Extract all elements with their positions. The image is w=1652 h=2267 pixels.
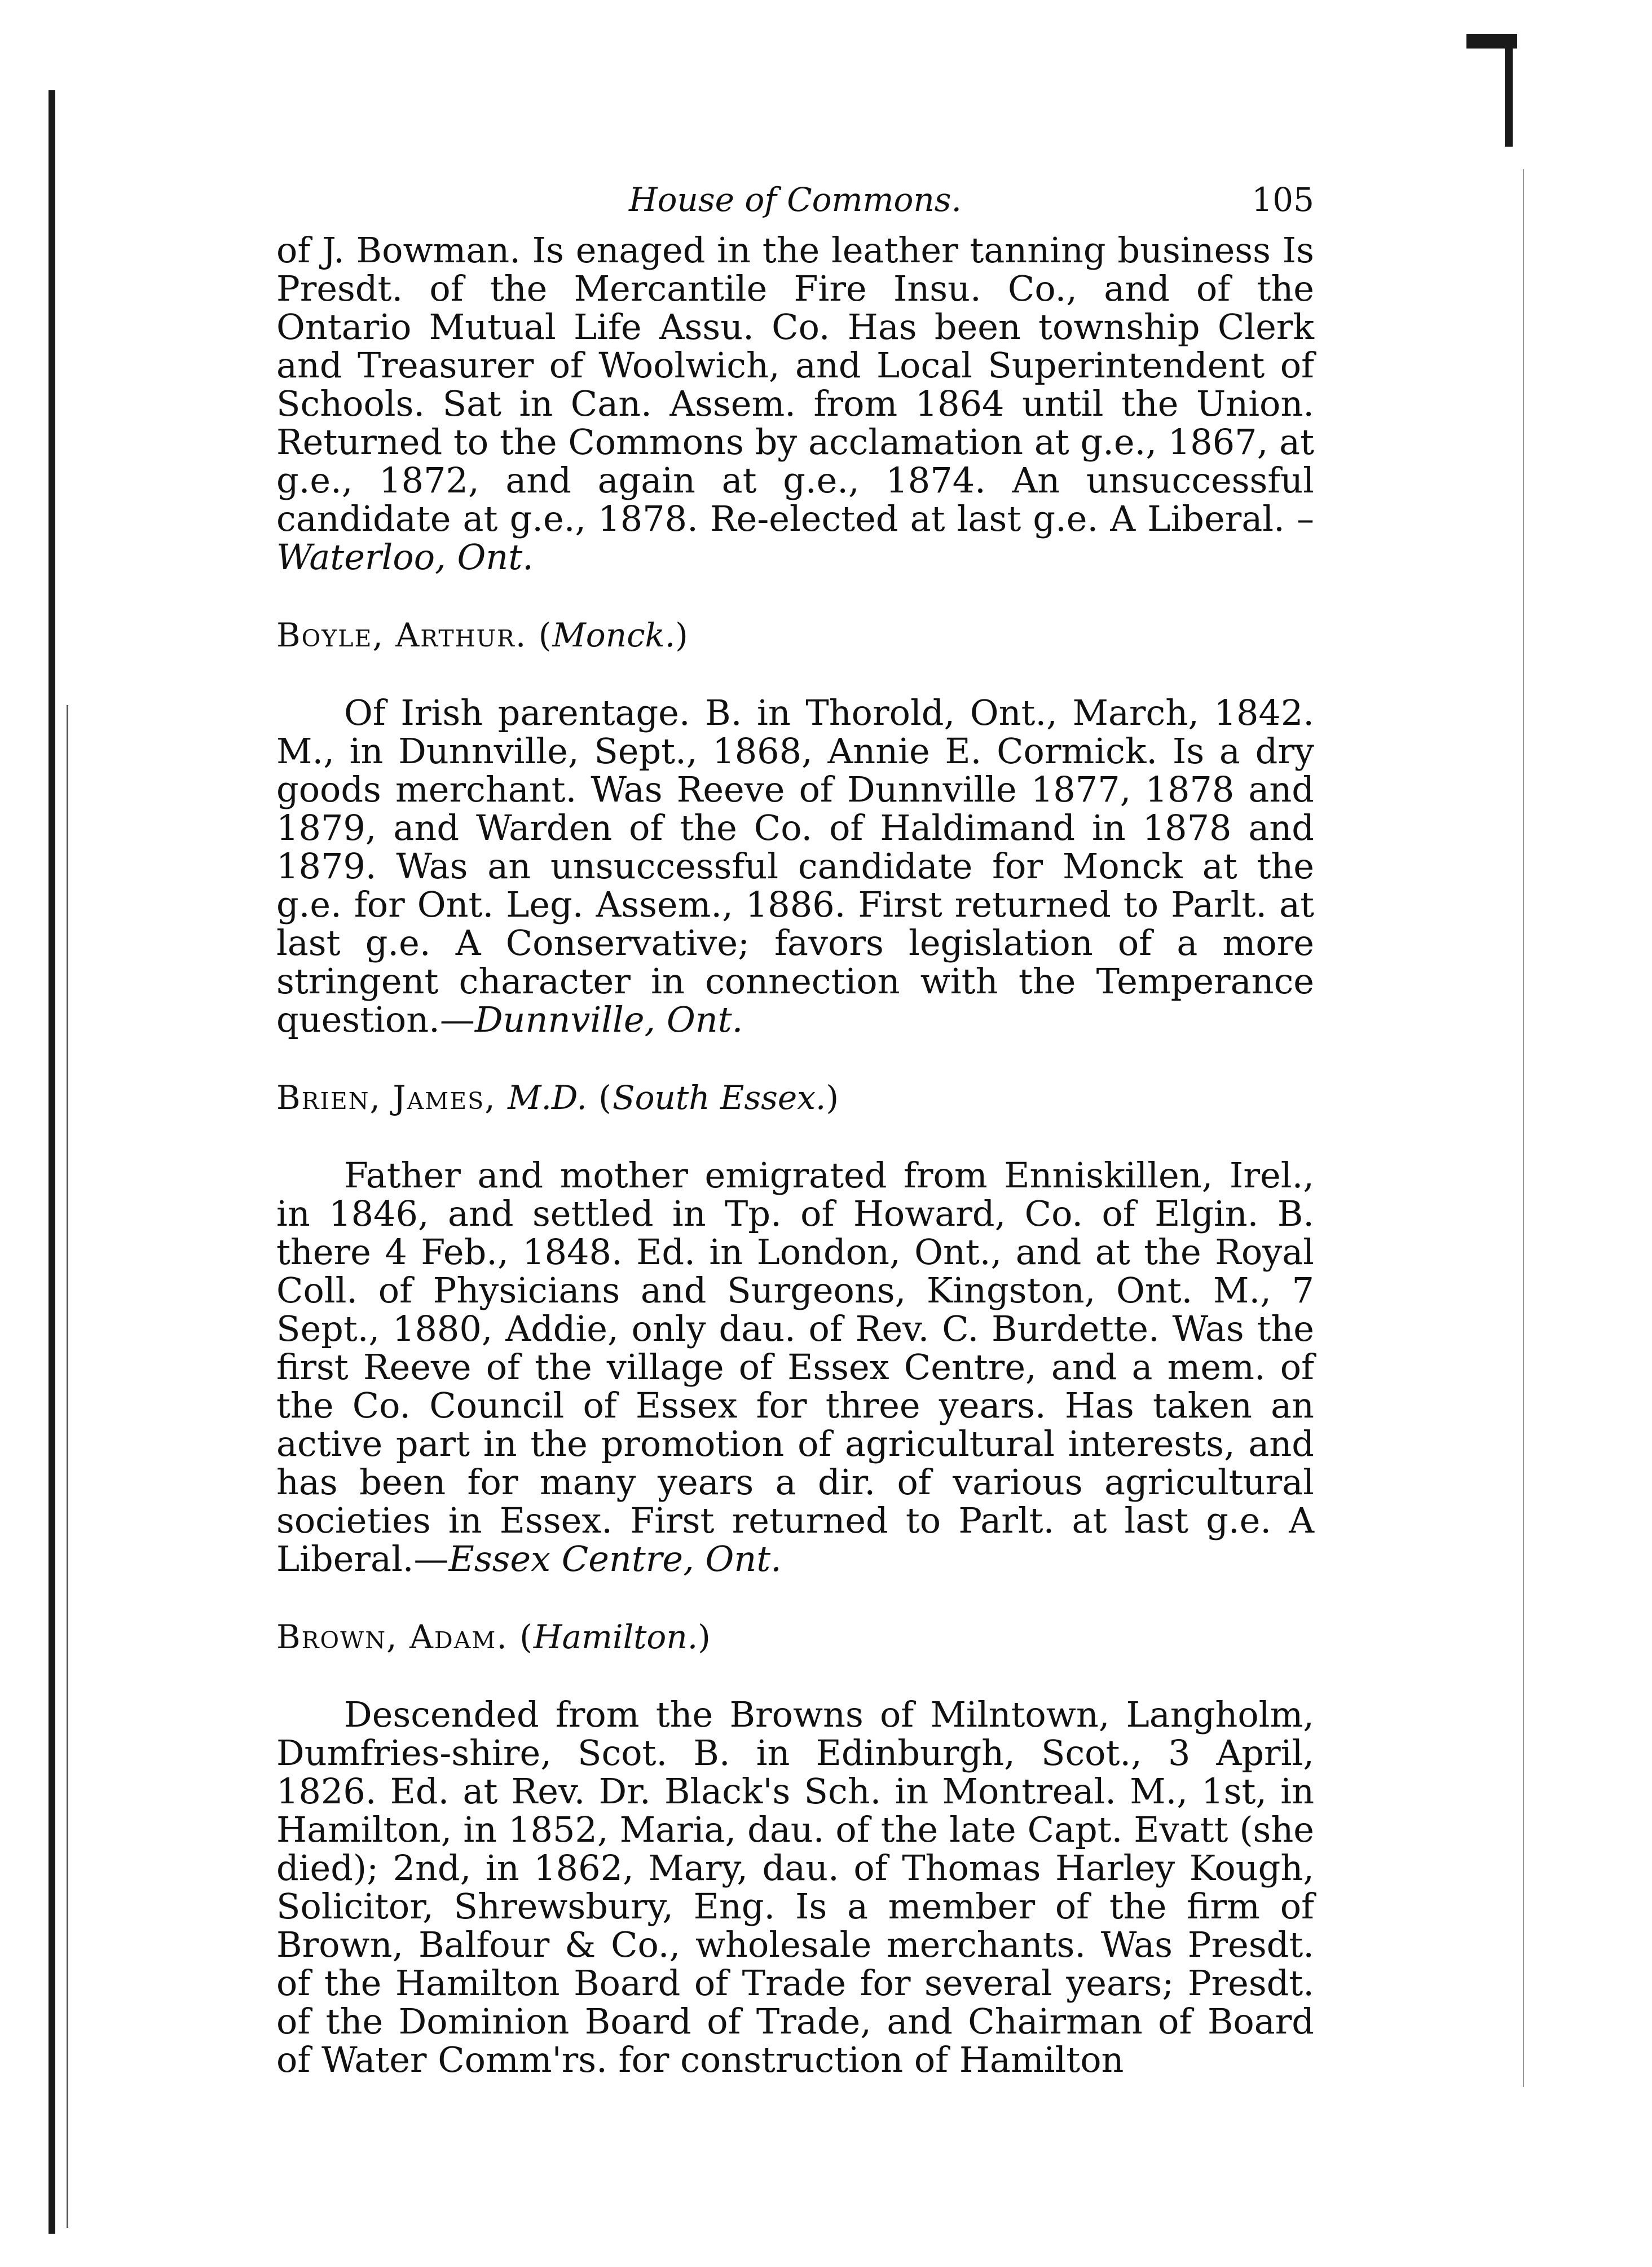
paren-open: ( [598, 1079, 613, 1117]
scan-margin-rule [49, 90, 55, 2234]
running-head [276, 181, 1314, 231]
member-name: Brown, Adam. [276, 1618, 508, 1656]
residence-location: Dunnville, Ont. [474, 999, 743, 1040]
paren-close: ) [698, 1618, 712, 1656]
entry-biography [276, 1156, 1314, 1578]
book-page [276, 181, 1314, 2079]
biography-text: Descended from the Browns of Milntown, Langholm, Dumfries-shire, Scot. B. in Edinburgh, Scot., 3 April, 1826. Ed. at Rev. Dr. Black's Sch. in Montreal. M., 1st, in Hamilton, in 1852, Maria, dau. of the late Capt. Evatt (she died); 2nd, in 1862, Mary, dau. of Thomas Harley Kough, Solicitor, Shrewsbury, Eng. Is a member of the firm of Brown, Balfour & Co., wholesale merchants. Was Presdt. of the Hamilton Board of Trade for several years; Presdt. of the Dominion Board of Trade, and Chairman of Board of Water Comm'rs. for construction of Hamilton [276, 1694, 1314, 2080]
continuation-text: of J. Bowman. Is enaged in the leather tanning business Is Presdt. of the Mercantile Fire Insu. Co., and of the Ontario Mutual Life Assu. Co. Has been township Clerk and Treasurer of Woolwich, and Local Superintendent of Schools. Sat in Can. Assem. from 1864 until the Union. Returned to the Commons by acclamation at g.e., 1867, at g.e., 1872, and again at g.e., 1874. An unsuccessful candidate at g.e., 1878. Re-elected at last g.e. A Liberal. – [276, 230, 1314, 539]
paren-close: ) [826, 1079, 840, 1117]
constituency: South Essex. [612, 1079, 826, 1117]
entry-heading [276, 1618, 1314, 1656]
scan-right-rule-thin [1523, 169, 1524, 2087]
biography-text: Of Irish parentage. B. in Thorold, Ont., March, 1842. M., in Dunnville, Sept., 1868, Annie E. Cormick. Is a dry goods merchant. Was Reeve of Dunnville 1877, 1878 and 1879, and Warden of the Co. of Haldimand in 1878 and 1879. Was an unsuccessful candidate for Monck at the g.e. for Ont. Leg. Assem., 1886. First returned to Parlt. at last g.e. A Conservative; favors legislation of a more stringent character in connection with the Temperance question.— [276, 692, 1314, 1040]
member-degree: M.D. [508, 1079, 587, 1117]
scan-right-rule [1505, 34, 1513, 147]
entry-biography [276, 694, 1314, 1039]
paren-open: ( [519, 1618, 534, 1656]
entry-biography [276, 1696, 1314, 2079]
residence-location: Essex Centre, Ont. [448, 1538, 782, 1579]
constituency: Monck. [552, 616, 676, 654]
entry-heading [276, 616, 1314, 654]
member-name: Brien, James, [276, 1079, 496, 1117]
paren-open: ( [538, 616, 553, 654]
biography-text: Father and mother emigrated from Enniskillen, Irel., in 1846, and settled in Tp. of Howard, Co. of Elgin. B. there 4 Feb., 1848. Ed. in London, Ont., and at the Royal Coll. of Physicians and Surgeons, Kingston, Ont. M., 7 Sept., 1880, Addie, only dau. of Rev. C. Burdette. Was the first Reeve of the village of Essex Centre, and a mem. of the Co. Council of Essex for three years. Has taken an active part in the promotion of agricultural interests, and has been for many years a dir. of various agricultural societies in Essex. First returned to Parlt. at last g.e. A Liberal.— [276, 1155, 1314, 1579]
constituency: Hamilton. [533, 1618, 698, 1656]
continuation-paragraph [276, 231, 1314, 576]
entry-heading [276, 1079, 1314, 1117]
running-head-title: House of Commons. [629, 181, 962, 219]
page-number: 105 [1252, 181, 1314, 219]
paren-close: ) [675, 616, 689, 654]
member-name: Boyle, Arthur. [276, 616, 527, 654]
continuation-location: Waterloo, Ont. [276, 536, 534, 578]
scan-margin-rule-thin [67, 705, 68, 2228]
